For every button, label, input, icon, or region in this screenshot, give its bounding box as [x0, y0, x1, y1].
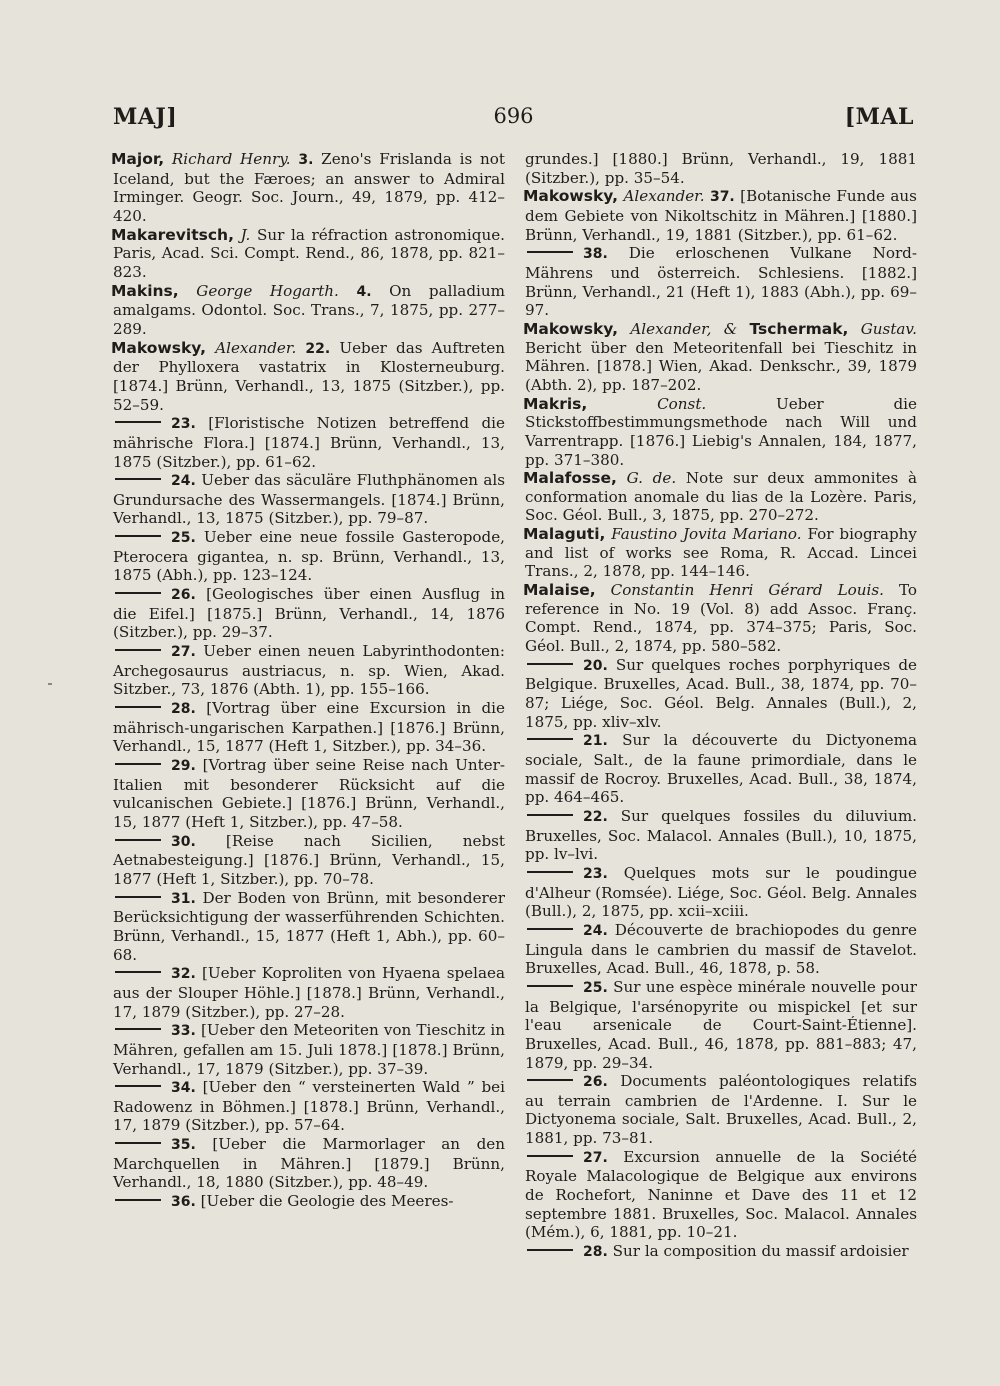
entry-text: grundes.] [1880.] Brünn, Verhandl., 19, 1881 (Sitzber.), pp. 35–54. [525, 150, 917, 187]
entry-number: 31. [171, 890, 196, 907]
ditto-rule [115, 763, 161, 765]
sub-entry [113, 832, 505, 889]
entry-text: Note sur deux ammonites à conformation anomale du lias de la Lozère. Paris, Soc. Géol. Bull., 3, 1875, pp. 270–272. [525, 469, 917, 525]
entry-text: Zeno's Frislanda is not Iceland, but the Færoes; an answer to Admiral Irminger. Geogr. Soc. Journ., 49, 1879, pp. 412–420. [113, 150, 505, 225]
entry-number: 27. [583, 1149, 608, 1166]
ditto-rule [527, 663, 573, 665]
entry-text: Sur la réfraction astronomique. Paris, Acad. Sci. Compt. Rend., 86, 1878, pp. 821–823. [113, 225, 505, 281]
coauthor-surname: Tschermak, [749, 319, 849, 338]
author-surname: Makins, [111, 281, 179, 300]
entry-text: [Reise nach Sicilien, nebst Aetnabesteigung.] [1876.] Brünn, Verhandl., 15, 1877 (Heft 1, Sitzber.), pp. 70–78. [113, 831, 505, 888]
entry-text: Documents paléontologiques relatifs au terrain cambrien de l'Ardenne. I. Sur le Dictyonema sociale, Salt. Bruxelles, Acad. Bull., 2, 1881, pp. 73–81. [525, 1072, 917, 1148]
entry-text: [Ueber den “ versteinerten Wald ” bei Radowenz in Böhmen.] [1878.] Brünn, Verhandl., 17, 1879 (Sitzber.), pp. 57–64. [113, 1078, 505, 1135]
author-entry [113, 339, 505, 415]
ditto-rule [527, 738, 573, 740]
entry-number: 35. [171, 1137, 196, 1154]
entry-text: Sur une espèce minérale nouvelle pour la Belgique, l'arsénopyrite ou mispickel [et sur l'eau arsenicale de Court-Saint-Étienne]. Bruxelles, Acad. Bull., 46, 1878, pp. 881–883; 47, 1879, pp. 29–34. [525, 977, 917, 1072]
entry-text: [Ueber die Geologie des Meeres- [200, 1192, 454, 1211]
entry-text: Der Boden von Brünn, mit besonderer Berücksichtigung der wasserführenden Schichten. Brünn, Verhandl., 15, 1877 (Heft 1, Abh.), pp. 60–68. [113, 888, 505, 964]
sub-entry [113, 528, 505, 585]
entry-text: Ueber das Auftreten der Phylloxera vastatrix in Klosterneuburg. [1874.] Brünn, Verhandl., 13, 1875 (Sitzber.), pp. 52–59. [113, 338, 505, 414]
ditto-rule [115, 896, 161, 898]
ditto-rule [115, 1142, 161, 1144]
ditto-rule [115, 592, 161, 594]
author-given-name: J. [240, 225, 251, 244]
ditto-rule [115, 706, 161, 708]
author-given-name: George Hogarth. [196, 281, 339, 300]
ditto-rule [527, 928, 573, 930]
sub-entry [113, 1192, 505, 1212]
entry-number: 22. [583, 808, 608, 825]
entry-number: 26. [583, 1074, 608, 1091]
sub-entry [113, 1135, 505, 1192]
sub-entry [113, 1078, 505, 1135]
entry-number: 36. [171, 1194, 196, 1211]
entry-text: To reference in No. 19 (Vol. 8) add Assoc. Franç. Compt. Rend., 1874, pp. 374–375; Paris, Soc. Géol. Bull., 2, 1874, pp. 580–582. [525, 581, 917, 656]
author-given-name: G. de. [626, 469, 677, 488]
sub-entry [525, 1148, 917, 1242]
sub-entry [525, 244, 917, 320]
sub-entry [525, 731, 917, 807]
sub-entry [113, 414, 505, 471]
running-head [113, 104, 914, 138]
entry-text: Excursion annuelle de la Société Royale Malacologique de Belgique aux environs de Rochefort, Naninne et Dave des 11 et 12 septembre 1881. Bruxelles, Soc. Malacol. Annales (Mém.), 6, 1881, pp. 10–21. [525, 1147, 917, 1242]
author-entry [113, 150, 505, 226]
author-given-name: Richard Henry. [171, 150, 291, 168]
entry-text: [Botanische Funde aus dem Gebiete von Nikoltschitz in Mähren.] [1880.] Brünn, Verhandl., 19, 1881 (Sitzber.), pp. 61–62. [525, 187, 917, 244]
ditto-rule [115, 1028, 161, 1030]
sub-entry [113, 699, 505, 756]
sub-entry [113, 889, 505, 965]
author-surname: Makowsky, [523, 319, 619, 338]
entry-number: 20. [583, 657, 608, 674]
ditto-rule [527, 1249, 573, 1251]
entry-text: Ueber eine neue fossile Gasteropode, Pterocera gigantea, n. sp. Brünn, Verhandl., 13, 1875 (Abh.), pp. 123–124. [113, 528, 505, 585]
entry-text: [Floristische Notizen betreffend die mährische Flora.] [1874.] Brünn, Verhandl., 13, 1875 (Sitzber.), pp. 61–62. [113, 414, 505, 471]
ditto-rule [527, 1155, 573, 1157]
ditto-rule [115, 1199, 161, 1201]
entry-number: 32. [171, 966, 196, 983]
left-column [113, 150, 505, 1212]
entry-number: 4. [356, 283, 372, 300]
author-entry [525, 525, 917, 581]
entry-text: Bericht über den Meteoritenfall bei Tieschitz in Mähren. [1878.] Wien, Akad. Denkschr., 39, 1879 (Abth. 2), pp. 187–202. [525, 338, 917, 394]
sub-entry [525, 1072, 917, 1148]
ditto-rule [115, 1085, 161, 1087]
entry-text: [Vortrag über eine Excursion in die mährisch-ungarischen Karpathen.] [1876.] Brünn, Verhandl., 15, 1877 (Heft 1, Sitzber.), pp. 34–36. [113, 699, 505, 756]
sub-entry [113, 585, 505, 642]
entry-number: 21. [583, 733, 608, 750]
ditto-rule [527, 251, 573, 253]
entry-text: Ueber einen neuen Labyrinthodonten: Archegosaurus austriacus, n. sp. Wien, Akad. Sitzber., 73, 1876 (Abth. 1), pp. 155–166. [113, 642, 505, 699]
ditto-rule [527, 814, 573, 816]
entry-number: 38. [583, 246, 608, 263]
entry-number: 28. [583, 1244, 608, 1261]
author-surname: Makarevitsch, [111, 225, 234, 244]
entry-text: [Ueber die Marmorlager an den Marchquellen in Mähren.] [1879.] Brünn, Verhandl., 18, 1880 (Sitzber.), pp. 48–49. [113, 1135, 505, 1192]
ditto-rule [115, 839, 161, 841]
author-entry [113, 226, 505, 282]
entry-text: Sur la découverte du Dictyonema sociale, Salt., de la faune primordiale, dans le massif de Rocroy. Bruxelles, Acad. Bull., 38, 1874, pp. 464–465. [525, 731, 917, 807]
sub-entry [525, 864, 917, 921]
sub-entry [525, 807, 917, 864]
author-given-name: Const. [657, 394, 707, 413]
entry-number: 28. [171, 701, 196, 718]
entry-text: Quelques mots sur le poudingue d'Alheur (Romsée). Liége, Soc. Géol. Belg. Annales (Bull.), 2, 1875, pp. xcii–xciii. [525, 863, 917, 921]
entry-number: 22. [305, 340, 331, 357]
coauthor-given-name: Gustav. [860, 319, 917, 338]
ditto-rule [115, 535, 161, 537]
author-given-name: Alexander, & [630, 319, 738, 338]
entry-number: 23. [171, 416, 196, 433]
author-surname: Malafosse, [523, 469, 617, 488]
author-entry [113, 282, 505, 339]
entry-text: [Vortrag über seine Reise nach Unter-Italien mit besonderer Rücksicht auf die vulcanischen Gebiete.] [1876.] Brünn, Verhandl., 15, 1877 (Heft 1, Sitzber.), pp. 47–58. [113, 756, 505, 831]
author-entry [525, 395, 917, 470]
entry-number: 3. [298, 152, 314, 168]
author-entry [525, 320, 917, 395]
entry-number: 30. [171, 833, 196, 850]
sub-entry [113, 756, 505, 832]
sub-entry [113, 471, 505, 528]
entry-number: 27. [171, 644, 196, 661]
entry-number: 25. [583, 979, 608, 996]
author-surname: Makowsky, [111, 338, 207, 357]
author-surname: Makowsky, [523, 187, 619, 206]
entry-number: 24. [583, 922, 608, 939]
entry-number: 26. [171, 587, 196, 604]
author-given-name: Constantin Henri Gérard Louis. [610, 581, 884, 600]
entry-text: For biography and list of works see Roma, R. Accad. Lincei Trans., 2, 1878, pp. 144–146. [525, 525, 917, 581]
ditto-rule [527, 1079, 573, 1081]
entry-text: Die erloschenen Vulkane Nord-Mährens und österreich. Schlesiens. [1882.] Brünn, Verhandl., 21 (Heft 1), 1883 (Abh.), pp. 69–97. [525, 244, 917, 320]
entry-text: [Ueber den Meteoriten von Tieschitz in Mähren, gefallen am 15. Juli 1878.] [1878.] Brünn, Verhandl., 17, 1879 (Sitzber.), pp. 37–39. [113, 1021, 505, 1078]
author-surname: Makris, [523, 394, 588, 413]
entry-number: 24. [171, 473, 196, 490]
sub-entry [113, 642, 505, 699]
ditto-rule [527, 985, 573, 987]
entry-text: [Ueber Koproliten von Hyaena spelaea aus der Slouper Höhle.] [1878.] Brünn, Verhandl., 17, 1879 (Sitzber.), pp. 27–28. [113, 964, 505, 1021]
right-column [525, 150, 917, 1262]
author-entry [525, 187, 917, 244]
entry-number: 33. [171, 1023, 196, 1040]
author-entry [525, 469, 917, 525]
entry-number: 34. [171, 1080, 196, 1097]
entry-number: 29. [171, 758, 196, 774]
entry-text: Sur quelques fossiles du diluvium. Bruxelles, Soc. Malacol. Annales (Bull.), 10, 1875, pp. lv–lvi. [525, 806, 917, 864]
sub-entry [525, 1242, 917, 1262]
entry-text: Découverte de brachiopodes du genre Lingula dans le cambrien du massif de Stavelot. Bruxelles, Acad. Bull., 46, 1878, p. 58. [525, 920, 917, 978]
sub-entry [525, 656, 917, 732]
running-head-left: MAJ] [113, 104, 178, 130]
continued-entry [525, 150, 917, 187]
ditto-rule [115, 421, 161, 423]
running-head-right: [MAL [844, 104, 914, 130]
entry-number: 23. [583, 865, 608, 882]
ditto-rule [115, 971, 161, 973]
entry-text: Ueber das säculäre Fluthphänomen als Grundursache des Wassermangels. [1874.] Brünn, Verhandl., 13, 1875 (Sitzber.), pp. 79–87. [113, 471, 505, 528]
entry-text: On palladium amalgams. Odontol. Soc. Trans., 7, 1875, pp. 277–289. [113, 281, 505, 338]
ditto-rule [527, 871, 573, 873]
sub-entry [525, 978, 917, 1072]
author-given-name: Faustino Jovita Mariano. [611, 525, 802, 544]
sub-entry [525, 921, 917, 978]
sub-entry [113, 1021, 505, 1078]
ditto-rule [115, 649, 161, 651]
entry-number: 37. [709, 189, 735, 206]
entry-text: [Geologisches über einen Ausflug in die Eifel.] [1875.] Brünn, Verhandl., 14, 1876 (Sitzber.), pp. 29–37. [113, 585, 505, 642]
author-surname: Malaise, [523, 581, 596, 600]
author-given-name: Alexander. [215, 338, 297, 357]
entry-text: Sur quelques roches porphyriques de Belgique. Bruxelles, Acad. Bull., 38, 1874, pp. 70–87; Liége, Soc. Géol. Belg. Annales (Bull.), 2, 1875, pp. xliv–xlv. [525, 655, 917, 731]
entry-text: Sur la composition du massif ardoisier [612, 1242, 909, 1261]
sub-entry [113, 964, 505, 1021]
paper-speck [48, 683, 52, 685]
author-surname: Malaguti, [523, 525, 606, 544]
author-given-name: Alexander. [623, 187, 705, 206]
entry-number: 25. [171, 530, 196, 547]
author-surname: Major, [111, 150, 165, 168]
ditto-rule [115, 478, 161, 480]
page-number: 696 [493, 104, 534, 128]
entry-text: Ueber die Stickstoffbestimmungsmethode nach Will und Varrentrapp. [1876.] Liebig's Annalen, 184, 1877, pp. 371–380. [525, 394, 917, 469]
author-entry [525, 581, 917, 656]
